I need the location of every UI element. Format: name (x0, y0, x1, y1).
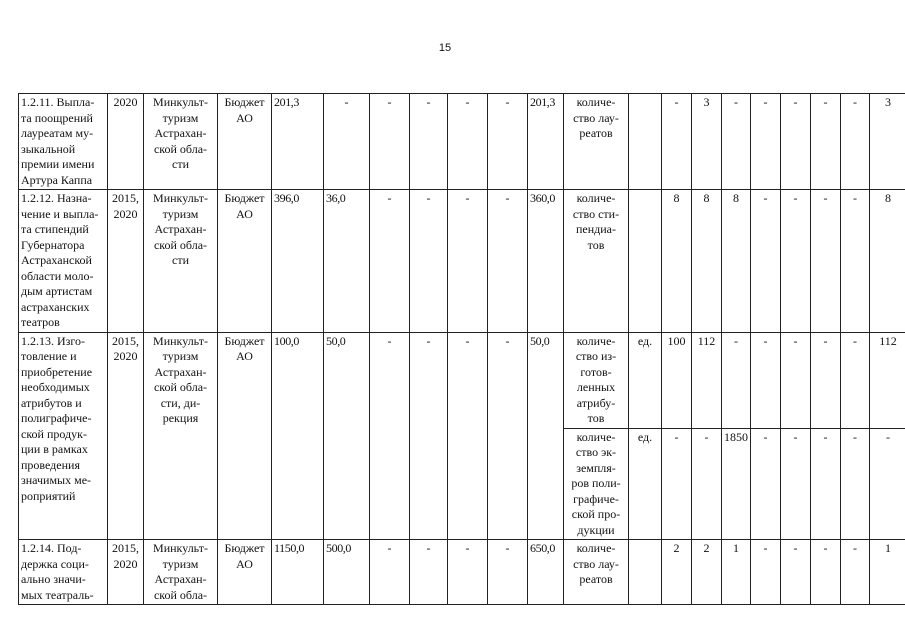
funding-source: Бюджет АО (218, 540, 272, 605)
yearly-amount: 201,3 (528, 94, 564, 190)
yearly-amount: - (448, 332, 488, 540)
executor: Минкульт- туризм Астрахан- ской обла- сти, ди- рекция (144, 332, 218, 540)
indicator-value: - (811, 332, 841, 428)
yearly-amount: 500,0 (324, 540, 370, 605)
indicator-value: - (751, 428, 781, 540)
indicator-value: - (751, 540, 781, 605)
yearly-amount: - (324, 94, 370, 190)
yearly-amount: 360,0 (528, 190, 564, 333)
indicator-value: - (841, 332, 870, 428)
indicator-value: - (841, 428, 870, 540)
funding-source: Бюджет АО (218, 94, 272, 190)
indicator-value: 8 (722, 190, 751, 333)
yearly-amount: - (410, 540, 448, 605)
indicator-value: - (662, 428, 692, 540)
executor: Минкульт- туризм Астрахан- ской обла- сти (144, 94, 218, 190)
executor: Минкульт- туризм Астрахан- ской обла- сти (144, 190, 218, 333)
indicator-name: количе- ство эк- земпля- ров поли- графиче- ской про- дукции (564, 428, 629, 540)
measure-name: 1.2.11. Выпла- та поощрений лауреатам му- зыкальной премии имени Артура Каппа (19, 94, 108, 190)
indicator-value: - (781, 540, 811, 605)
yearly-amount: - (410, 94, 448, 190)
table-row (19, 332, 905, 428)
yearly-amount: - (488, 540, 528, 605)
yearly-amount: - (448, 94, 488, 190)
unit (629, 190, 662, 333)
indicator-name: количе- ство из- готов- ленных атрибу- тов (564, 332, 629, 428)
indicator-value: 112 (692, 332, 722, 428)
indicator-value: - (722, 332, 751, 428)
indicator-name: количе- ство лау- реатов (564, 94, 629, 190)
indicator-value: - (751, 332, 781, 428)
unit (629, 94, 662, 190)
indicator-value: - (781, 428, 811, 540)
table-row (19, 540, 905, 605)
indicator-final: 3 (870, 94, 905, 190)
indicator-value: - (781, 94, 811, 190)
unit (629, 540, 662, 605)
table-row (19, 94, 905, 190)
indicator-value: 100 (662, 332, 692, 428)
indicator-value: 1 (722, 540, 751, 605)
yearly-amount: - (370, 94, 410, 190)
indicator-final: 112 (870, 332, 905, 428)
indicator-value: - (751, 94, 781, 190)
unit: ед. (629, 332, 662, 428)
table-row (19, 190, 905, 333)
measure-name: 1.2.12. Назна- чение и выпла- та стипендий Губернатора Астраханской области моло- дым артистам астраханских театров (19, 190, 108, 333)
executor: Минкульт- туризм Астрахан- ской обла- (144, 540, 218, 605)
indicator-value: - (692, 428, 722, 540)
yearly-amount: - (370, 190, 410, 333)
indicator-value: - (811, 94, 841, 190)
yearly-amount: 50,0 (528, 332, 564, 540)
funding-source: Бюджет АО (218, 190, 272, 333)
indicator-value: - (662, 94, 692, 190)
indicator-value: 2 (662, 540, 692, 605)
total-amount: 1150,0 (272, 540, 324, 605)
indicator-value: 3 (692, 94, 722, 190)
years: 2020 (108, 94, 144, 190)
indicator-value: 8 (692, 190, 722, 333)
indicator-final: - (870, 428, 905, 540)
indicator-value: 8 (662, 190, 692, 333)
indicator-value: - (751, 190, 781, 333)
indicator-value: 1850 (722, 428, 751, 540)
indicator-value: 2 (692, 540, 722, 605)
indicator-value: - (841, 540, 870, 605)
yearly-amount: 50,0 (324, 332, 370, 540)
yearly-amount: - (410, 190, 448, 333)
total-amount: 201,3 (272, 94, 324, 190)
indicator-value: - (811, 540, 841, 605)
indicator-final: 8 (870, 190, 905, 333)
measure-name: 1.2.13. Изго- товление и приобретение необходимых атрибутов и полиграфиче- ской продук- ции в рамках проведения значимых ме- роприятий (19, 332, 108, 540)
years: 2015, 2020 (108, 190, 144, 333)
indicator-value: - (841, 94, 870, 190)
indicator-value: - (811, 428, 841, 540)
funding-source: Бюджет АО (218, 332, 272, 540)
yearly-amount: - (448, 190, 488, 333)
page-number: 15 (438, 42, 452, 54)
indicator-value: - (722, 94, 751, 190)
yearly-amount: - (370, 540, 410, 605)
yearly-amount: 36,0 (324, 190, 370, 333)
indicator-value: - (841, 190, 870, 333)
yearly-amount: - (488, 190, 528, 333)
indicator-final: 1 (870, 540, 905, 605)
years: 2015, 2020 (108, 540, 144, 605)
indicator-name: количе- ство сти- пендиа- тов (564, 190, 629, 333)
indicator-value: - (781, 190, 811, 333)
program-table (18, 93, 905, 605)
total-amount: 100,0 (272, 332, 324, 540)
yearly-amount: - (488, 332, 528, 540)
indicator-value: - (811, 190, 841, 333)
yearly-amount: - (488, 94, 528, 190)
yearly-amount: - (370, 332, 410, 540)
indicator-name: количе- ство лау- реатов (564, 540, 629, 605)
years: 2015, 2020 (108, 332, 144, 540)
unit: ед. (629, 428, 662, 540)
indicator-value: - (781, 332, 811, 428)
total-amount: 396,0 (272, 190, 324, 333)
measure-name: 1.2.14. Под- держка соци- ально значи- мых театраль- (19, 540, 108, 605)
yearly-amount: - (448, 540, 488, 605)
yearly-amount: - (410, 332, 448, 540)
yearly-amount: 650,0 (528, 540, 564, 605)
